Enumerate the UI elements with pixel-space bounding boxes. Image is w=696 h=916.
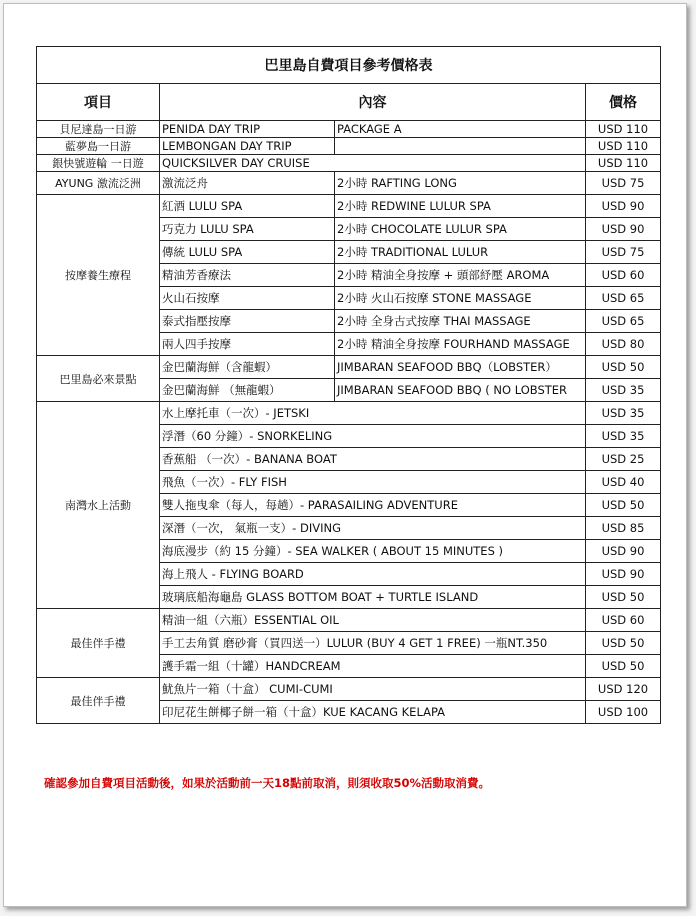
content-cell: 手工去角質 磨砂膏（買四送一）LULUR (BUY 4 GET 1 FREE) 一瓶NT.350 xyxy=(160,632,586,655)
price-cell: USD 110 xyxy=(586,155,661,172)
category-cell: 巴里島必來景點 xyxy=(37,356,160,402)
price-cell: USD 50 xyxy=(586,494,661,517)
content-cell: 浮潛（60 分鐘）- SNORKELING xyxy=(160,425,586,448)
title-row xyxy=(37,47,661,84)
category-cell: 最佳伴手禮 xyxy=(37,609,160,678)
price-cell: USD 80 xyxy=(586,333,661,356)
price-cell: USD 85 xyxy=(586,517,661,540)
table-row xyxy=(37,155,661,172)
content-cell: 海底漫步（約 15 分鐘）- SEA WALKER ( ABOUT 15 MINUTES ) xyxy=(160,540,586,563)
price-cell: USD 110 xyxy=(586,138,661,155)
price-cell: USD 35 xyxy=(586,379,661,402)
category-cell: 南灣水上活動 xyxy=(37,402,160,609)
content-cell: 護手霜一組（十罐）HANDCREAM xyxy=(160,655,586,678)
table-title: 巴里島自費項目參考價格表 xyxy=(37,47,661,84)
content-cell: 2小時 火山石按摩 STONE MASSAGE xyxy=(335,287,586,310)
price-cell: USD 25 xyxy=(586,448,661,471)
content-cell: PENIDA DAY TRIP xyxy=(160,121,335,138)
price-cell: USD 75 xyxy=(586,172,661,195)
content-cell: JIMBARAN SEAFOOD BBQ（LOBSTER） xyxy=(335,356,586,379)
price-cell: USD 90 xyxy=(586,540,661,563)
header-price: 價格 xyxy=(586,84,661,121)
price-cell: USD 100 xyxy=(586,701,661,724)
header-row xyxy=(37,84,661,121)
price-cell: USD 50 xyxy=(586,356,661,379)
table-row xyxy=(37,609,661,632)
content-cell: 2小時 全身古式按摩 THAI MASSAGE xyxy=(335,310,586,333)
content-cell: 2小時 精油全身按摩 FOURHAND MASSAGE xyxy=(335,333,586,356)
content-cell: 雙人拖曳傘（每人，每趟）- PARASAILING ADVENTURE xyxy=(160,494,586,517)
content-cell: 2小時 精油全身按摩 + 頭部紓壓 AROMA xyxy=(335,264,586,287)
table-row xyxy=(37,402,661,425)
content-cell: 水上摩托車（一次）- JETSKI xyxy=(160,402,586,425)
content-cell: 金巴蘭海鮮 （無龍蝦） xyxy=(160,379,335,402)
price-cell: USD 120 xyxy=(586,678,661,701)
content-cell: 金巴蘭海鮮（含龍蝦） xyxy=(160,356,335,379)
document-page xyxy=(3,3,687,907)
price-cell: USD 65 xyxy=(586,287,661,310)
content-cell: 海上飛人 - FLYING BOARD xyxy=(160,563,586,586)
content-cell: 火山石按摩 xyxy=(160,287,335,310)
table-row xyxy=(37,195,661,218)
content-cell: JIMBARAN SEAFOOD BBQ ( NO LOBSTER xyxy=(335,379,586,402)
content-cell: 香蕉船 （一次）- BANANA BOAT xyxy=(160,448,586,471)
price-cell: USD 75 xyxy=(586,241,661,264)
content-cell: 玻璃底船海龜島 GLASS BOTTOM BOAT + TURTLE ISLAND xyxy=(160,586,586,609)
content-cell: 兩人四手按摩 xyxy=(160,333,335,356)
table-row xyxy=(37,172,661,195)
price-cell: USD 50 xyxy=(586,632,661,655)
category-cell: 最佳伴手禮 xyxy=(37,678,160,724)
category-cell: 貝尼達島一日游 xyxy=(37,121,160,138)
content-cell xyxy=(335,138,586,155)
category-cell: 按摩養生療程 xyxy=(37,195,160,356)
content-cell: 飛魚（一次）- FLY FISH xyxy=(160,471,586,494)
content-cell: 2小時 TRADITIONAL LULUR xyxy=(335,241,586,264)
price-cell: USD 40 xyxy=(586,471,661,494)
price-cell: USD 50 xyxy=(586,655,661,678)
content-cell: 2小時 CHOCOLATE LULUR SPA xyxy=(335,218,586,241)
content-cell: 2小時 REDWINE LULUR SPA xyxy=(335,195,586,218)
price-cell: USD 35 xyxy=(586,402,661,425)
category-cell: 銀快號遊輪 一日遊 xyxy=(37,155,160,172)
content-cell: 巧克力 LULU SPA xyxy=(160,218,335,241)
content-cell: 激流泛舟 xyxy=(160,172,335,195)
price-table xyxy=(36,46,661,724)
price-cell: USD 35 xyxy=(586,425,661,448)
price-cell: USD 90 xyxy=(586,195,661,218)
content-cell: PACKAGE A xyxy=(335,121,586,138)
content-cell: 魷魚片一箱（十盒） CUMI-CUMI xyxy=(160,678,586,701)
table-row xyxy=(37,138,661,155)
content-cell: 泰式指壓按摩 xyxy=(160,310,335,333)
content-cell: 深潛（一次， 氣瓶一支）- DIVING xyxy=(160,517,586,540)
table-row xyxy=(37,121,661,138)
price-cell: USD 90 xyxy=(586,563,661,586)
header-item: 項目 xyxy=(37,84,160,121)
price-cell: USD 65 xyxy=(586,310,661,333)
price-cell: USD 60 xyxy=(586,264,661,287)
header-content: 內容 xyxy=(160,84,586,121)
content-cell: QUICKSILVER DAY CRUISE xyxy=(160,155,586,172)
price-cell: USD 90 xyxy=(586,218,661,241)
cancellation-notice: 確認參加自費項目活動後，如果於活動前一天18點前取消，則須收取50%活動取消費。 xyxy=(44,776,491,790)
price-cell: USD 110 xyxy=(586,121,661,138)
content-cell: 傳統 LULU SPA xyxy=(160,241,335,264)
content-cell: 2小時 RAFTING LONG xyxy=(335,172,586,195)
table-row xyxy=(37,678,661,701)
content-cell: LEMBONGAN DAY TRIP xyxy=(160,138,335,155)
content-cell: 精油一組（六瓶）ESSENTIAL OIL xyxy=(160,609,586,632)
price-cell: USD 50 xyxy=(586,586,661,609)
category-cell: AYUNG 激流泛洲 xyxy=(37,172,160,195)
content-cell: 印尼花生餅椰子餅一箱（十盒）KUE KACANG KELAPA xyxy=(160,701,586,724)
content-cell: 精油芳香療法 xyxy=(160,264,335,287)
price-cell: USD 60 xyxy=(586,609,661,632)
content-cell: 紅酒 LULU SPA xyxy=(160,195,335,218)
category-cell: 藍夢島一日游 xyxy=(37,138,160,155)
table-row xyxy=(37,356,661,379)
